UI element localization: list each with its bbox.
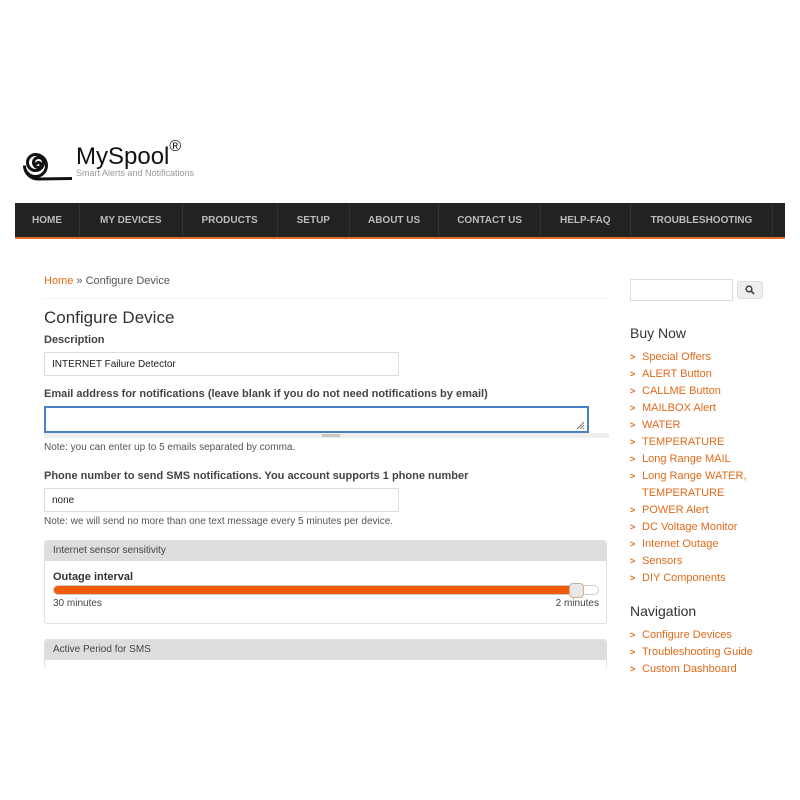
list-item (630, 502, 790, 519)
description-label: Description (44, 334, 105, 346)
list-item (630, 451, 790, 468)
buy-diy-components[interactable]: DIY Components (642, 572, 726, 584)
sidebar (630, 279, 790, 675)
nav-contact-us[interactable]: CONTACT US (439, 203, 541, 237)
description-input[interactable] (44, 352, 399, 376)
brand-tagline: Smart Alerts and Notifications (76, 168, 195, 178)
search-form (630, 279, 790, 301)
sensitivity-panel-body (45, 561, 606, 623)
breadcrumb-separator: » (73, 275, 86, 287)
buy-internet-outage[interactable]: Internet Outage (642, 538, 719, 550)
buy-special-offers[interactable]: Special Offers (642, 351, 711, 363)
list-item (630, 553, 790, 570)
nav-help-faq[interactable]: HELP-FAQ (541, 203, 631, 237)
slider-handle[interactable] (569, 583, 584, 598)
buy-temperature[interactable]: TEMPERATURE (642, 436, 725, 448)
spiral-icon (18, 144, 74, 186)
nav-setup[interactable]: SETUP (278, 203, 350, 237)
buy-long-range-mail[interactable]: Long Range MAIL (642, 453, 731, 465)
list-item (630, 468, 790, 502)
chevron-right-icon: > (630, 556, 636, 566)
list-item (630, 661, 790, 675)
chevron-right-icon: > (630, 573, 636, 583)
navigation-heading: Navigation (630, 603, 697, 619)
chevron-right-icon: > (630, 505, 636, 515)
list-item (630, 570, 790, 587)
list-item (630, 434, 790, 451)
list-item (630, 519, 790, 536)
email-note: Note: you can enter up to 5 emails separated by comma. (44, 442, 296, 453)
list-item (630, 349, 790, 366)
list-item (630, 400, 790, 417)
scrollbar-thumb[interactable] (322, 434, 340, 437)
buy-alert-button[interactable]: ALERT Button (642, 368, 712, 380)
phone-note: Note: we will send no more than one text message every 5 minutes per device. (44, 516, 394, 527)
slider-max-label: 2 minutes (555, 598, 599, 609)
site-logo[interactable] (18, 140, 218, 190)
list-item (630, 644, 790, 661)
outage-interval-label: Outage interval (53, 571, 134, 583)
chevron-right-icon: > (630, 664, 636, 674)
outage-interval-slider[interactable] (53, 585, 599, 595)
buy-sensors[interactable]: Sensors (642, 555, 683, 567)
chevron-right-icon: > (630, 403, 636, 413)
nav-custom-dashboard[interactable]: Custom Dashboard (642, 663, 737, 675)
sensitivity-panel (44, 540, 607, 624)
email-label: Email address for notifications (leave blank if you do not need notifications by email) (44, 388, 488, 400)
main-nav (15, 203, 785, 239)
chevron-right-icon: > (630, 630, 636, 640)
nav-troubleshooting[interactable]: TROUBLESHOOTING (631, 203, 774, 237)
nav-home[interactable]: HOME (15, 203, 80, 237)
resize-grip-icon[interactable] (575, 420, 585, 430)
search-icon (745, 285, 755, 295)
breadcrumb-current: Configure Device (85, 275, 170, 287)
phone-label: Phone number to send SMS notifications. You account supports 1 phone number (44, 470, 469, 482)
chevron-right-icon: > (630, 539, 636, 549)
buy-now-list (630, 349, 790, 587)
slider-scale (53, 598, 599, 609)
nav-troubleshooting-guide[interactable]: Troubleshooting Guide (642, 646, 753, 658)
chevron-right-icon: > (630, 647, 636, 657)
email-textarea[interactable] (44, 406, 589, 433)
slider-fill (54, 586, 576, 594)
chevron-right-icon: > (630, 369, 636, 379)
list-item (630, 383, 790, 400)
buy-now-heading: Buy Now (630, 325, 687, 341)
buy-dc-voltage-monitor[interactable]: DC Voltage Monitor (642, 521, 738, 533)
nav-my-devices[interactable]: MY DEVICES (80, 203, 183, 237)
buy-long-range-water-temperature[interactable]: Long Range WATER, TEMPERATURE (642, 470, 747, 499)
main-content (44, 275, 609, 669)
chevron-right-icon: > (630, 471, 636, 481)
sms-period-panel (44, 639, 607, 669)
sensitivity-panel-title: Internet sensor sensitivity (45, 541, 606, 561)
horizontal-scrollbar[interactable] (44, 433, 609, 438)
slider-min-label: 30 minutes (53, 598, 102, 609)
search-input[interactable] (630, 279, 733, 301)
chevron-right-icon: > (630, 386, 636, 396)
list-item (630, 366, 790, 383)
nav-configure-devices[interactable]: Configure Devices (642, 629, 732, 641)
email-field-wrapper (44, 406, 609, 438)
sms-period-panel-title[interactable]: Active Period for SMS (45, 640, 606, 660)
breadcrumb (44, 275, 609, 299)
search-button[interactable] (737, 281, 763, 299)
page-title: Configure Device (44, 308, 175, 327)
chevron-right-icon: > (630, 454, 636, 464)
nav-products[interactable]: PRODUCTS (183, 203, 278, 237)
chevron-right-icon: > (630, 420, 636, 430)
phone-input[interactable] (44, 488, 399, 512)
chevron-right-icon: > (630, 522, 636, 532)
navigation-list (630, 627, 790, 675)
list-item (630, 417, 790, 434)
list-item (630, 536, 790, 553)
chevron-right-icon: > (630, 437, 636, 447)
buy-water[interactable]: WATER (642, 419, 681, 431)
list-item (630, 627, 790, 644)
nav-about-us[interactable]: ABOUT US (350, 203, 439, 237)
buy-callme-button[interactable]: CALLME Button (642, 385, 721, 397)
chevron-right-icon: > (630, 352, 636, 362)
brand-name: MySpool® (76, 138, 182, 170)
buy-power-alert[interactable]: POWER Alert (642, 504, 709, 516)
breadcrumb-home-link[interactable]: Home (44, 275, 74, 287)
buy-mailbox-alert[interactable]: MAILBOX Alert (642, 402, 716, 414)
